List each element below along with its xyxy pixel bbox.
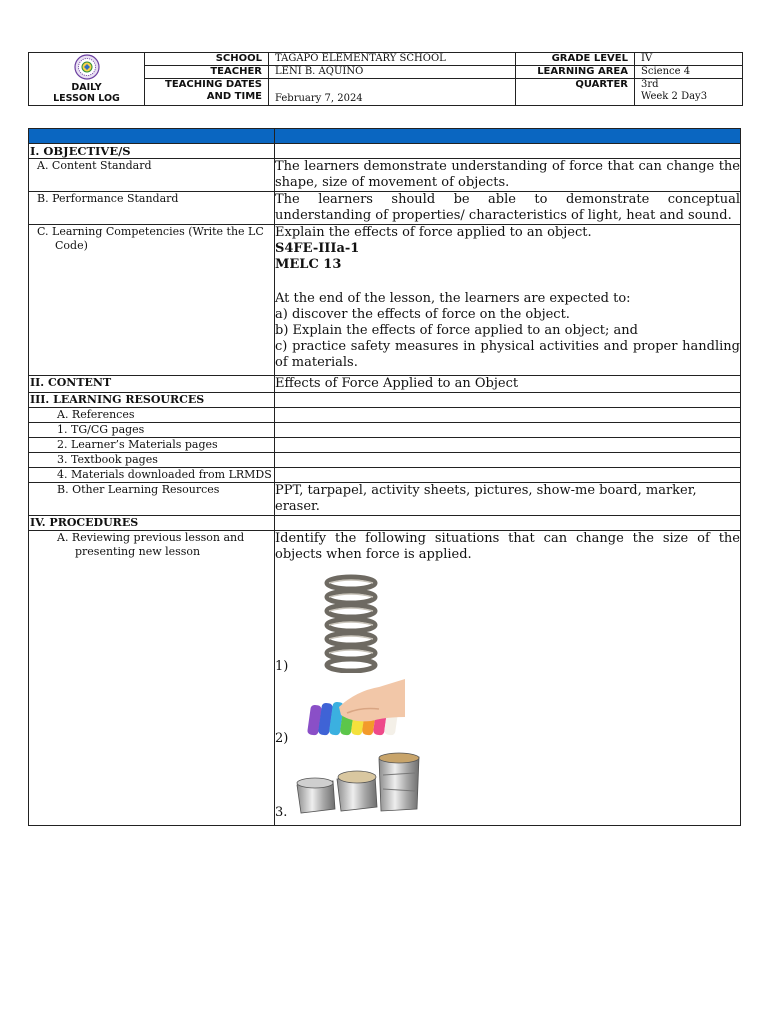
table-row [29, 393, 741, 408]
table-row [29, 144, 741, 159]
content-standard-label: A. Content Standard [29, 159, 275, 192]
item-2 [275, 675, 740, 747]
references-label: A. References [29, 408, 275, 423]
table-row [29, 225, 741, 376]
table-header-bar [29, 129, 741, 144]
procedure-a-cell [275, 531, 741, 826]
resources-title: III. LEARNING RESOURCES [29, 393, 275, 408]
objectives-title: I. OBJECTIVE/S [29, 144, 275, 159]
item-1-label: 1) [275, 659, 289, 674]
table-row [29, 468, 741, 483]
item-1 [275, 563, 740, 675]
objective-b: b) Explain the effects of force applied to an object; and [275, 323, 638, 338]
quarter-label: QUARTER [516, 79, 635, 106]
objectives-intro: At the end of the lesson, the learners are expected to: [275, 291, 631, 306]
lesson-table [28, 128, 741, 826]
table-row [29, 376, 741, 393]
table-row [29, 438, 741, 453]
lm-label: 2. Learner’s Materials pages [29, 438, 275, 453]
logo-caption: DAILY LESSON LOG [53, 82, 120, 104]
table-row [29, 531, 741, 826]
objective-a: a) discover the effects of force on the object. [275, 307, 570, 322]
competency-text: Explain the effects of force applied to an object. [275, 225, 592, 240]
table-row [29, 423, 741, 438]
table-row [29, 516, 741, 531]
procedure-a-text: Identify the following situations that can change the size of the objects when force is applied. [275, 531, 740, 562]
content-value: Effects of Force Applied to an Object [275, 376, 741, 393]
spring-image [321, 573, 381, 673]
other-resources-text: PPT, tarpapel, activity sheets, pictures, show-me board, marker, eraser. [275, 483, 741, 516]
quarter-value [635, 79, 743, 106]
dates-label-line1: TEACHING DATES [165, 79, 262, 90]
deped-seal-icon [74, 54, 100, 80]
procedure-a-label: A. Reviewing previous lesson and presenting new lesson [29, 531, 275, 826]
quarter-text: 3rd [641, 79, 659, 90]
area-label: LEARNING AREA [516, 66, 635, 79]
procedures-title: IV. PROCEDURES [29, 516, 275, 531]
school-label: SCHOOL [145, 53, 269, 66]
school-value: TAGAPO ELEMENTARY SCHOOL [269, 53, 516, 66]
melc-code: MELC 13 [275, 257, 342, 272]
item-2-label: 2) [275, 731, 289, 746]
area-value: Science 4 [635, 66, 743, 79]
teacher-value: LENI B. AQUINO [269, 66, 516, 79]
tg-label: 1. TG/CG pages [29, 423, 275, 438]
grade-label: GRADE LEVEL [516, 53, 635, 66]
table-row [29, 408, 741, 423]
performance-standard-label: B. Performance Standard [29, 192, 275, 225]
week-text: Week 2 Day3 [641, 91, 708, 102]
table-row [29, 159, 741, 192]
lc-code: S4FE-IIIa-1 [275, 241, 360, 256]
textbook-label: 3. Textbook pages [29, 453, 275, 468]
content-title: II. CONTENT [29, 376, 275, 393]
content-standard-text: The learners demonstrate understanding of force that can change the shape, size of movement of objects. [275, 159, 740, 190]
objective-c: c) practice safety measures in physical activities and proper handling of materials. [275, 339, 740, 370]
date-value: February 7, 2024 [269, 79, 516, 106]
table-row [29, 483, 741, 516]
other-resources-label: B. Other Learning Resources [29, 483, 275, 516]
table-row [29, 192, 741, 225]
competency-cell [275, 225, 741, 376]
item-3-label: 3. [275, 805, 288, 820]
table-row [29, 453, 741, 468]
dates-label [145, 79, 269, 106]
competency-label: C. Learning Competencies (Write the LC Code) [29, 225, 275, 376]
lrmds-label: 4. Materials downloaded from LRMDS [29, 468, 275, 483]
clay-sticks-image [301, 677, 405, 743]
teacher-label: TEACHER [145, 66, 269, 79]
header-table [28, 52, 743, 106]
grade-value: IV [635, 53, 743, 66]
dates-label-line2: AND TIME [206, 91, 262, 102]
performance-standard-text: The learners should be able to demonstrate conceptual understanding of properties/ characteristics of light, heat and sound. [275, 192, 740, 223]
item-3 [275, 747, 740, 821]
logo-cell [29, 53, 145, 106]
crushed-cans-image [295, 751, 423, 817]
